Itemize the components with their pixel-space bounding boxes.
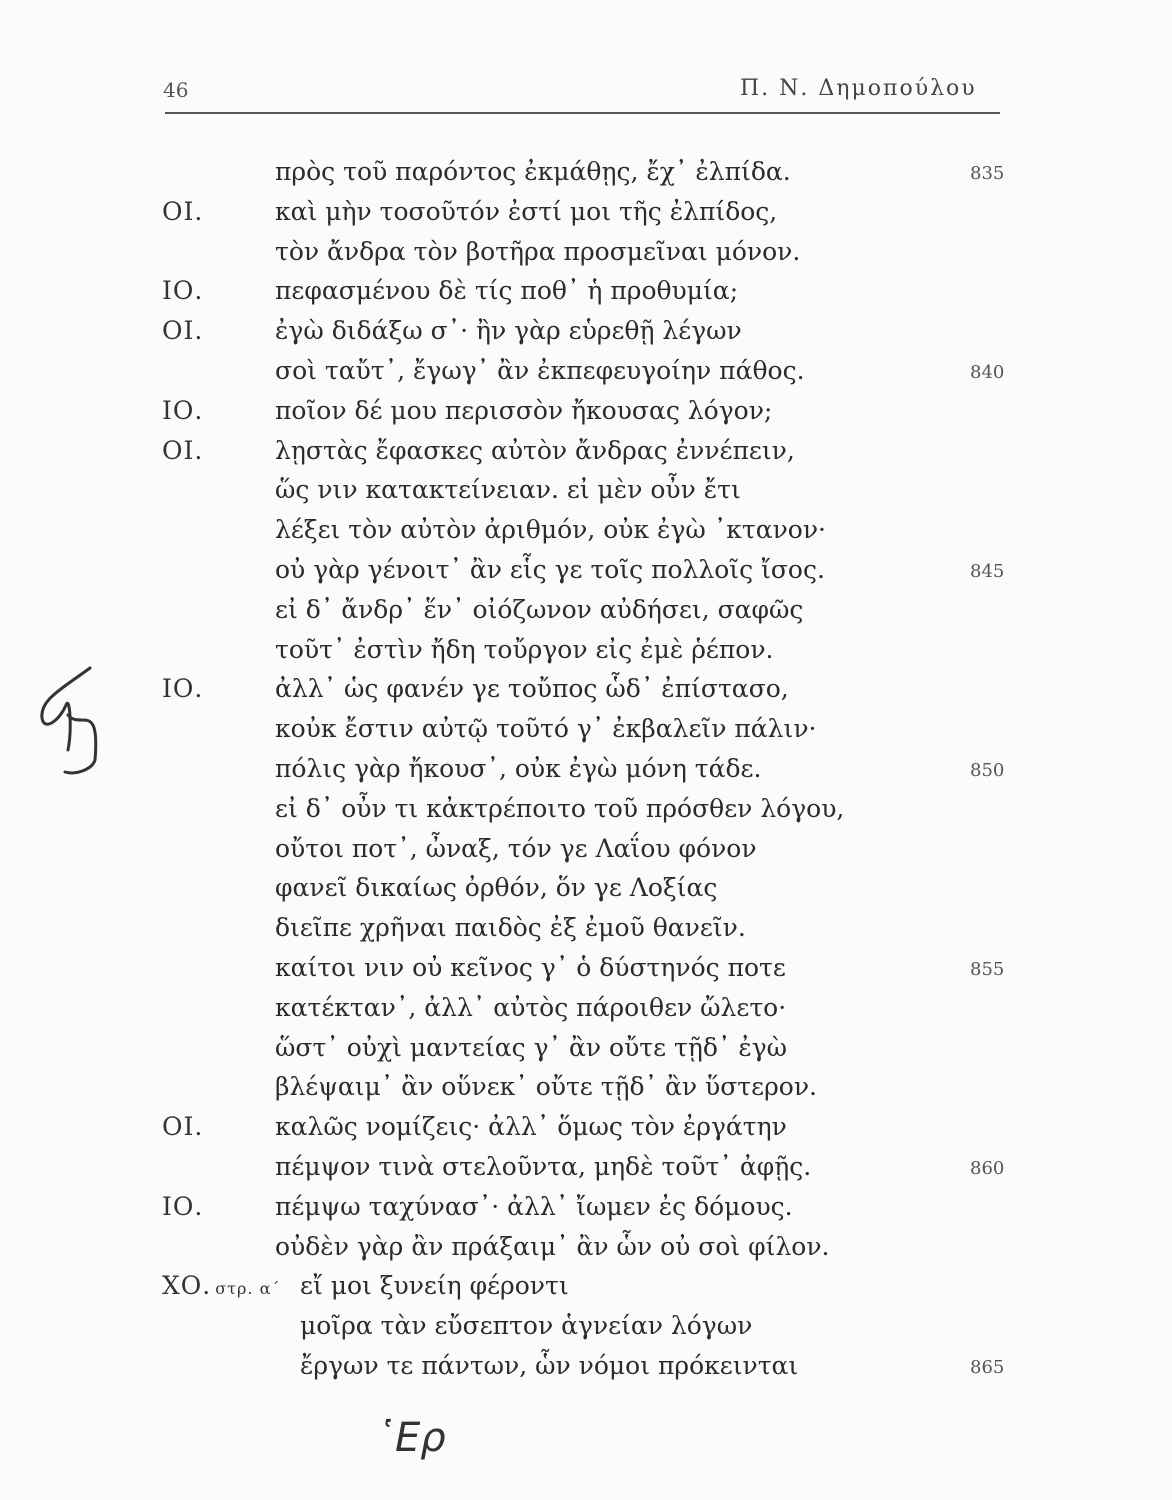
- verse-text: καίτοι νιν οὐ κεῖνος γ᾽ ὁ δύστηνός ποτε: [275, 953, 786, 982]
- verse-line: [0, 274, 1172, 314]
- verse-line: [0, 792, 1172, 832]
- verse-line: [0, 871, 1172, 911]
- verse-line: [0, 1190, 1172, 1230]
- verse-text: κοὐκ ἔστιν αὐτῷ τοῦτό γ᾽ ἐκβαλεῖν πάλιν·: [275, 714, 817, 744]
- verse-line: [0, 314, 1172, 354]
- line-number: 845: [970, 561, 1005, 582]
- verse-line: [0, 593, 1172, 633]
- speaker-label: ΟΙ.: [162, 1112, 204, 1142]
- verse-text: πεφασμένου δὲ τίς ποθ᾽ ἡ προθυμία;: [275, 276, 739, 306]
- verse-line: [0, 1031, 1172, 1071]
- speaker-label: ΙΟ.: [162, 674, 204, 704]
- verse-text: σοὶ ταὔτ᾽, ἔγωγ᾽ ἂν ἐκπεφευγοίην πάθος.: [275, 356, 805, 385]
- line-number: 850: [970, 760, 1005, 781]
- verse-text: ἀλλ᾽ ὡς φανέν γε τοὔπος ὧδ᾽ ἐπίστασο,: [275, 674, 789, 704]
- verse-line: [0, 513, 1172, 553]
- verse-text: πέμψω ταχύνασ᾽· ἀλλ᾽ ἴωμεν ἐς δόμους.: [275, 1191, 793, 1221]
- verse-text: καὶ μὴν τοσοῦτόν ἐστί μοι τῆς ἐλπίδος,: [275, 196, 778, 226]
- speaker-label: ΙΟ.: [162, 395, 204, 425]
- verse-text: φανεῖ δικαίως ὀρθόν, ὅν γε Λοξίας: [275, 873, 718, 903]
- chorus-line: [0, 1309, 1172, 1349]
- chorus-text: ἔργων τε πάντων, ὧν νόμοι πρόκεινται: [300, 1351, 799, 1380]
- verse-line: [0, 553, 1172, 593]
- speaker-label: ΙΟ.: [162, 1191, 204, 1221]
- handwritten-footer-mark: ῾Ερ: [375, 1415, 446, 1461]
- verse-text: οὐ γὰρ γένοιτ᾽ ἂν εἷς γε τοῖς πολλοῖς ἴσος.: [275, 555, 825, 584]
- verse-line: [0, 911, 1172, 951]
- header-rule: [165, 112, 1000, 114]
- verse-text: λῃστὰς ἔφασκες αὐτὸν ἄνδρας ἐννέπειν,: [275, 435, 795, 465]
- chorus-text: εἴ μοι ξυνείη φέροντι: [300, 1271, 569, 1301]
- verse-text: ὥς νιν κατακτείνειαν. εἰ μὲν οὖν ἔτι: [275, 475, 741, 505]
- verse-text: εἰ δ᾽ ἄνδρ᾽ ἕν᾽ οἰόζωνον αὐδήσει, σαφῶς: [275, 594, 804, 624]
- verse-line: [0, 633, 1172, 673]
- line-number: 865: [970, 1357, 1005, 1378]
- verse-line: [0, 394, 1172, 434]
- verse-line: [0, 951, 1172, 991]
- verse-line: [0, 672, 1172, 712]
- chorus-line: [0, 1269, 1172, 1309]
- verse-text: πρὸς τοῦ παρόντος ἐκμάθῃς, ἔχ᾽ ἐλπίδα.: [275, 157, 791, 186]
- handwritten-margin-mark-icon: [20, 660, 110, 780]
- verse-text: ἐγὼ διδάξω σ᾽· ἢν γὰρ εὑρεθῇ λέγων: [275, 316, 742, 346]
- verse-line: [0, 473, 1172, 513]
- verse-line: [0, 1230, 1172, 1270]
- speaker-label: ΙΟ.: [162, 276, 204, 306]
- verse-line: [0, 712, 1172, 752]
- verse-line: [0, 235, 1172, 275]
- line-number: 835: [970, 163, 1005, 184]
- verse-text: κατέκταν᾽, ἀλλ᾽ αὐτὸς πάροιθεν ὤλετο·: [275, 992, 787, 1022]
- strophe-label: στρ. α΄: [215, 1279, 281, 1299]
- verse-text: εἰ δ᾽ οὖν τι κἀκτρέποιτο τοῦ πρόσθεν λόγου,: [275, 793, 845, 823]
- chorus-speaker-label: [162, 1271, 280, 1300]
- speaker-label: ΟΙ.: [162, 196, 204, 226]
- verse-text: λέξει τὸν αὐτὸν ἀριθμόν, οὐκ ἐγὼ ᾽κτανον·: [275, 515, 826, 545]
- speaker-label: ΟΙ.: [162, 435, 204, 465]
- verse-text: καλῶς νομίζεις· ἀλλ᾽ ὅμως τὸν ἐργάτην: [275, 1112, 787, 1142]
- verse-line: [0, 434, 1172, 474]
- verse-line: [0, 155, 1172, 195]
- chorus-text: μοῖρα τὰν εὔσεπτον ἁγνείαν λόγων: [300, 1311, 753, 1341]
- verse-line: [0, 1070, 1172, 1110]
- verse-line: [0, 195, 1172, 235]
- running-title: Π. Ν. Δημοπούλου: [740, 76, 977, 101]
- verse-line: [0, 354, 1172, 394]
- chorus-speaker: ΧΟ.: [162, 1271, 212, 1301]
- line-number: 855: [970, 959, 1005, 980]
- line-number: 840: [970, 362, 1005, 383]
- verse-line: [0, 1110, 1172, 1150]
- verse-text: πέμψον τινὰ στελοῦντα, μηδὲ τοῦτ᾽ ἀφῇς.: [275, 1152, 812, 1181]
- page-number: 46: [163, 78, 189, 102]
- verse-text: τὸν ἄνδρα τὸν βοτῆρα προσμεῖναι μόνον.: [275, 236, 801, 266]
- verse-text: τοῦτ᾽ ἐστὶν ἤδη τοὔργον εἰς ἐμὲ ῥέπον.: [275, 634, 774, 664]
- verse-text: οὔτοι ποτ᾽, ὦναξ, τόν γε Λαΐου φόνον: [275, 833, 757, 863]
- verse-line: [0, 991, 1172, 1031]
- verse-text: διεῖπε χρῆναι παιδὸς ἐξ ἐμοῦ θανεῖν.: [275, 913, 746, 943]
- verse-line: [0, 752, 1172, 792]
- line-number: 860: [970, 1158, 1005, 1179]
- verse-line: [0, 1150, 1172, 1190]
- verse-text: βλέψαιμ᾽ ἂν οὕνεκ᾽ οὔτε τῇδ᾽ ἂν ὕστερον.: [275, 1072, 817, 1102]
- chorus-line: [0, 1349, 1172, 1389]
- verse-text: ὥστ᾽ οὐχὶ μαντείας γ᾽ ἂν οὔτε τῇδ᾽ ἐγὼ: [275, 1032, 788, 1062]
- speaker-label: ΟΙ.: [162, 316, 204, 346]
- verse-text: πόλις γὰρ ἤκουσ᾽, οὐκ ἐγὼ μόνη τάδε.: [275, 754, 762, 783]
- verse-line: [0, 832, 1172, 872]
- verse-text: ποῖον δέ μου περισσὸν ἤκουσας λόγον;: [275, 395, 773, 425]
- verse-text: οὐδὲν γὰρ ἂν πράξαιμ᾽ ἂν ὧν οὐ σοὶ φίλον.: [275, 1231, 830, 1261]
